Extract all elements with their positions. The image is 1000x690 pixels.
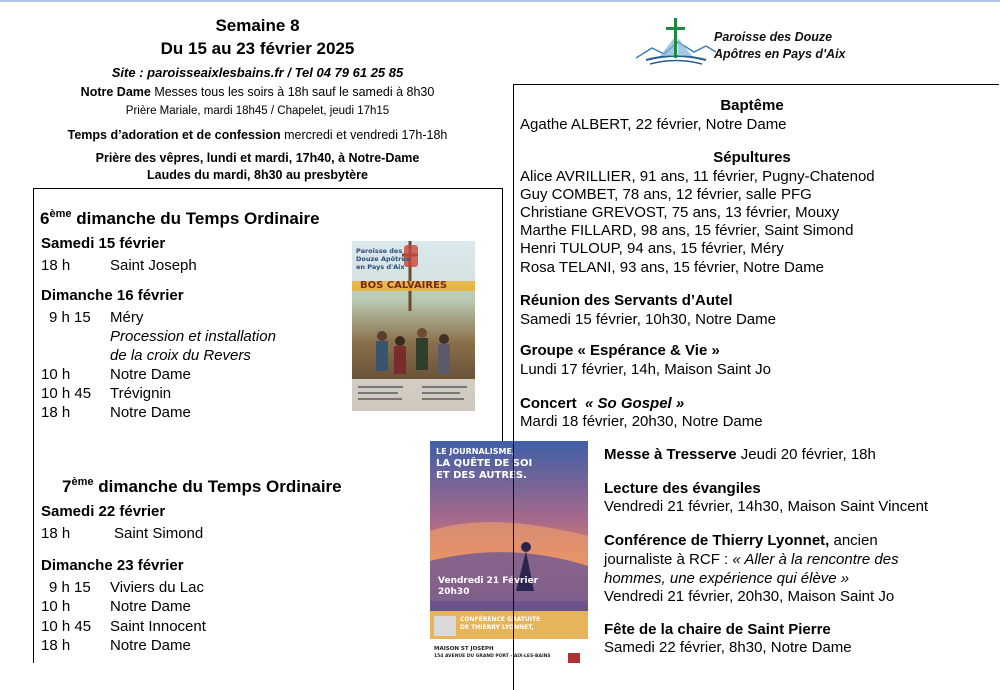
mass-time: 10 h [41,366,71,383]
sepulture-entry: Alice AVRILLIER, 91 ans, 11 février, Pugny-Chatenod [520,168,875,185]
mass-time: 18 h [41,637,71,654]
mass-place: Méry [110,309,144,326]
procession-line-2: de la croix du Revers [110,347,251,364]
notre-dame-label: Notre Dame [80,85,151,99]
bapteme-title: Baptême [720,97,784,114]
mass-time: 9 h 15 [49,579,91,596]
mass-place: Notre Dame [110,366,191,383]
site-and-phone: Site : paroisseaixlesbains.fr / Tel 04 79 61 25 85 [111,65,404,80]
mass-place: Saint Simond [114,525,204,542]
mass-time: 10 h [41,598,71,615]
adoration-confession [20,126,495,145]
conference-title [604,532,878,551]
sunday-23-label: Dimanche 23 février [41,557,184,574]
mass-place: Saint Joseph [110,257,197,274]
conference-journalist: journaliste à RCF : [604,551,733,568]
servants-entry: Samedi 15 février, 10h30, Notre Dame [520,311,776,328]
conference-poster-date: Vendredi 21 Février [438,576,539,586]
conference-title-bold: Conférence de Thierry Lyonnet, [604,532,830,549]
messe-tresserve-entry: Jeudi 20 février, 18h [736,446,876,463]
mass-place: Viviers du Lac [110,579,204,596]
sunday-16-label: Dimanche 16 février [41,287,184,304]
conference-poster-line-2: LA QUÊTE DE SOI [436,458,533,469]
mass-time: 18 h [41,525,71,542]
sepulture-entry: Christiane GREVOST, 75 ans, 13 février, Mouxy [520,204,840,221]
conference-entry: Vendredi 21 février, 20h30, Maison Saint Jo [604,588,895,605]
mass-time: 10 h 45 [41,385,92,402]
laudes-line: Laudes du mardi, 8h30 au presbytère [147,168,368,182]
conference-quote-start: « Aller à la rencontre des [732,551,899,568]
sepultures-title: Sépultures [713,149,791,166]
messe-tresserve [604,446,876,465]
servants-title: Réunion des Servants d’Autel [520,292,733,309]
mass-place: Notre Dame [110,404,191,421]
sepulture-entry: Henri TULOUP, 94 ans, 15 février, Méry [520,240,784,257]
mass-place: Trévignin [110,385,172,402]
parish-logo-text [714,29,846,63]
top-border-line [0,0,1000,2]
notre-dame-text: Messes tous les soirs à 18h sauf le samedi à 8h30 [150,85,435,99]
lecture-entry: Vendredi 21 février, 14h30, Maison Saint Vincent [604,498,929,515]
conference-poster-line-3: ET DES AUTRES. [436,470,527,481]
calvaires-poster-title: BOS CALVAIRES [360,280,448,291]
conference-poster-venue-1: MAISON ST JOSEPH [434,646,494,652]
calvaires-poster-org [356,247,410,271]
logo-line-1: Paroisse des Douze [714,30,833,44]
adoration-label: Temps d’adoration et de confession [67,128,281,142]
sunday-7-ordinal: ème [71,476,94,488]
notre-dame-masses [20,83,495,102]
mass-place: Notre Dame [110,598,191,615]
saturday-22-label: Samedi 22 février [41,503,166,520]
calvaires-org-line-1: Paroisse des [356,247,403,255]
mass-time: 18 h [41,257,71,274]
concert-entry: Mardi 18 février, 20h30, Notre Dame [520,413,763,430]
mass-place: Notre Dame [110,637,191,654]
messe-tresserve-title: Messe à Tresserve [604,446,737,463]
sunday-6-number: 6 [40,209,50,228]
lecture-title: Lecture des évangiles [604,480,761,497]
conference-poster-line-1: LE JOURNALISME, [436,447,515,456]
mass-time: 18 h [41,404,71,421]
concert-name: « So Gospel » [585,395,685,412]
esperance-entry: Lundi 17 février, 14h, Maison Saint Jo [520,361,771,378]
sunday-6-title [40,208,320,232]
sunday-7-title [62,476,342,500]
sunday-7-title-text: dimanche du Temps Ordinaire [93,477,342,496]
procession-line-1: Procession et installation [110,328,276,345]
sunday-7-number: 7 [62,477,72,496]
conference-poster-venue-2: 154 AVENUE DU GRAND PORT - AIX-LES-BAINS [434,654,551,659]
bapteme-entry: Agathe ALBERT, 22 février, Notre Dame [520,116,787,133]
mass-place: Saint Innocent [110,618,206,635]
saturday-15-label: Samedi 15 février [41,235,166,252]
conference-quote-line-1 [604,551,899,570]
chaire-entry: Samedi 22 février, 8h30, Notre Dame [604,639,852,656]
sunday-6-ordinal: ème [49,208,72,220]
conference-quote-line-2: hommes, une expérience qui élève » [604,570,850,587]
parish-logo-icon [636,14,716,66]
sunday-6-title-text: dimanche du Temps Ordinaire [71,209,320,228]
mass-time: 10 h 45 [41,618,92,635]
sepulture-entry: Rosa TELANI, 93 ans, 15 février, Notre Dame [520,259,825,276]
chaire-title: Fête de la chaire de Saint Pierre [604,621,831,638]
priere-mariale: Prière Mariale, mardi 18h45 / Chapelet, jeudi 17h15 [125,105,390,117]
esperance-title: Groupe « Espérance & Vie » [520,342,720,359]
logo-line-2: Apôtres en Pays d'Aix [714,47,846,61]
week-title: Semaine 8 [215,16,300,35]
calvaires-poster [352,241,475,411]
concert-label: Concert [520,395,577,412]
conference-poster-hour: 20h30 [438,587,470,597]
conference-title-after: ancien [829,532,878,549]
sepulture-entry: Marthe FILLARD, 98 ans, 15 février, Saint Simond [520,222,854,239]
concert-title [520,394,684,413]
conference-poster-banner-1: CONFÉRENCE GRATUITE [460,616,541,623]
vepres-line: Prière des vêpres, lundi et mardi, 17h40, à Notre-Dame [95,151,420,165]
week-dates: Du 15 au 23 février 2025 [160,39,355,58]
mass-time: 9 h 15 [49,309,91,326]
sepulture-entry: Guy COMBET, 78 ans, 12 février, salle PFG [520,186,812,203]
bulletin-header [20,14,495,184]
conference-poster-banner-2: DE THIERRY LYONNET, [460,624,534,631]
calvaires-org-line-2: Douze Apôtres [356,255,410,263]
calvaires-org-line-3: en Pays d'Aix [356,263,405,271]
adoration-text: mercredi et vendredi 17h-18h [280,128,448,142]
